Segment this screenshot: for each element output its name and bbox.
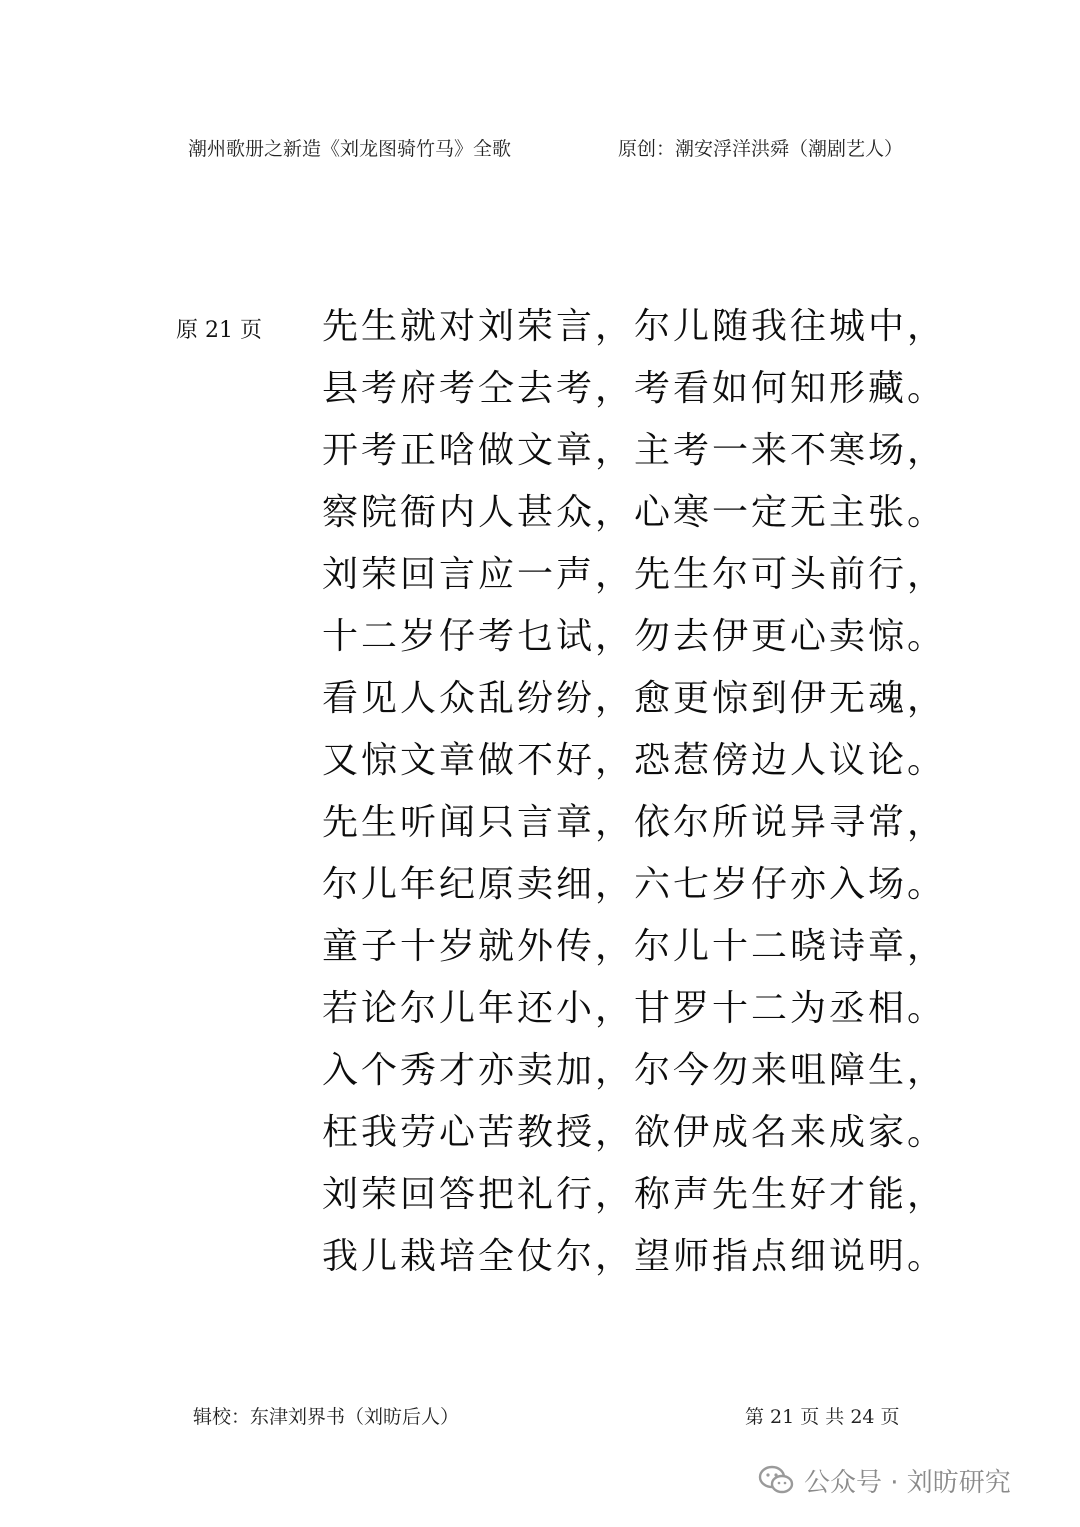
- verse-list: [322, 296, 947, 1288]
- verse-line: 刘荣回答把礼行，称声先生好才能，: [322, 1174, 947, 1215]
- footer-page-number: 第 21 页 共 24 页: [745, 1406, 900, 1428]
- watermark: [758, 1460, 1011, 1500]
- original-page-label: 原 21 页: [176, 318, 262, 343]
- verse-line: 童子十岁就外传，尔儿十二晓诗章，: [322, 926, 947, 967]
- verse-line: 先生就对刘荣言，尔儿随我往城中，: [322, 306, 947, 347]
- header-author: 原创：潮安浮洋洪舜（潮剧艺人）: [618, 138, 904, 160]
- verse-line: 察院衙内人甚众，心寒一定无主张。: [322, 492, 947, 533]
- verse-line: 看见人众乱纷纷，愈更惊到伊无魂，: [322, 678, 947, 719]
- footer-editor: 辑校：东津刘界书（刘昉后人）: [193, 1406, 460, 1428]
- verse-line: 枉我劳心苦教授，欲伊成名来成家。: [322, 1112, 947, 1153]
- verse-line: 又惊文章做不好，恐惹傍边人议论。: [322, 740, 947, 781]
- wechat-icon: [758, 1465, 794, 1495]
- verse-line: 十二岁仔考乜试，勿去伊更心卖惊。: [322, 616, 947, 657]
- watermark-text: 公众号 · 刘昉研究: [804, 1467, 1011, 1498]
- verse-line: 若论尔儿年还小，甘罗十二为丞相。: [322, 988, 947, 1029]
- verse-line: 我儿栽培全仗尔，望师指点细说明。: [322, 1236, 947, 1277]
- verse-line: 先生听闻只言章，依尔所说异寻常，: [322, 802, 947, 843]
- page-footer: [0, 1402, 1080, 1430]
- verse-line: 开考正唅做文章，主考一来不寒场，: [322, 430, 947, 471]
- verse-line: 尔儿年纪原卖细，六七岁仔亦入场。: [322, 864, 947, 905]
- verse-line: 县考府考仝去考，考看如何知形藏。: [322, 368, 947, 409]
- page-header: [0, 134, 1080, 164]
- verse-line: 刘荣回言应一声，先生尔可头前行，: [322, 554, 947, 595]
- header-title: 潮州歌册之新造《刘龙图骑竹马》全歌: [188, 138, 512, 160]
- verse-line: 入个秀才亦卖加，尔今勿来咀障生，: [322, 1050, 947, 1091]
